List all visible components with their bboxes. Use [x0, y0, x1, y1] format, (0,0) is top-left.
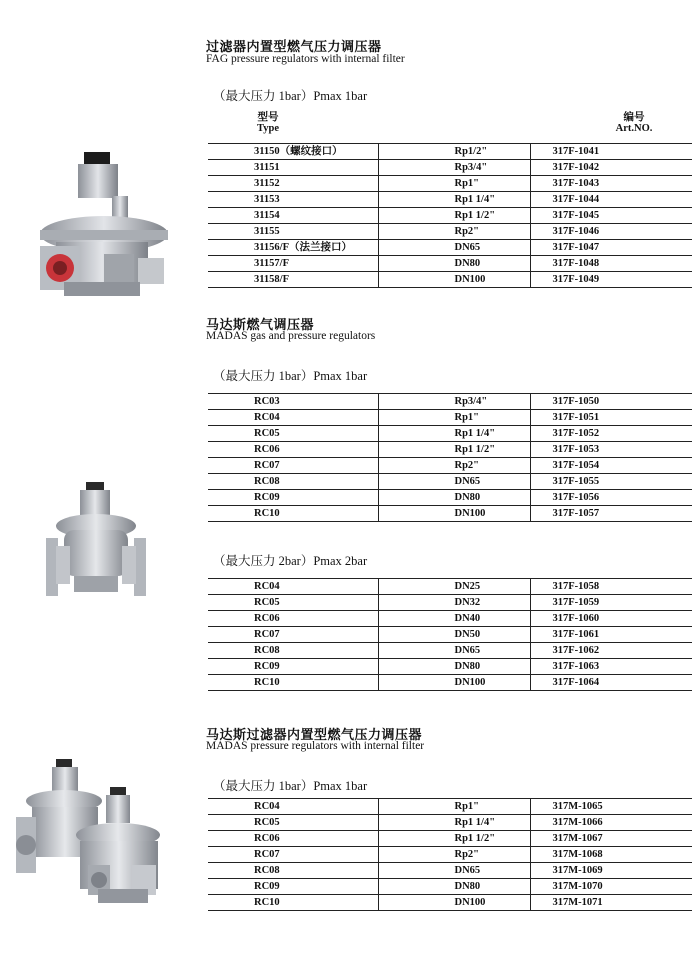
- table-row: [208, 506, 692, 522]
- header-art-no: [606, 112, 662, 134]
- madas-rc-regulator-photo: [44, 480, 148, 602]
- cell-type: RC06: [208, 831, 378, 847]
- cell-size: DN100: [378, 272, 530, 288]
- cell-size: DN65: [378, 240, 530, 256]
- cell-type: 31158/F: [208, 272, 378, 288]
- cell-art-no: 317F-1063: [530, 659, 692, 675]
- cell-type: 31152: [208, 176, 378, 192]
- cell-size: DN25: [378, 579, 530, 595]
- cell-type: 31154: [208, 208, 378, 224]
- cell-size: Rp1/2": [378, 144, 530, 160]
- cell-art-no: 317F-1059: [530, 595, 692, 611]
- cell-art-no: 317F-1046: [530, 224, 692, 240]
- table-row: [208, 458, 692, 474]
- cell-size: DN32: [378, 595, 530, 611]
- cell-type: RC03: [208, 394, 378, 410]
- cell-type: RC06: [208, 611, 378, 627]
- cell-type: 31151: [208, 160, 378, 176]
- table-row: [208, 831, 692, 847]
- cell-type: RC06: [208, 442, 378, 458]
- table-row: [208, 895, 692, 911]
- section-title-cn: 过滤器内置型燃气压力调压器: [206, 39, 382, 54]
- cell-size: DN80: [378, 490, 530, 506]
- cell-art-no: 317M-1071: [530, 895, 692, 911]
- cell-size: Rp1 1/4": [378, 426, 530, 442]
- madas-filter-regulator-pair-photo: [14, 755, 164, 910]
- table-row: [208, 863, 692, 879]
- fag-regulator-photo: [34, 150, 174, 305]
- table-row: [208, 659, 692, 675]
- cell-size: Rp1": [378, 799, 530, 815]
- header-type: [252, 112, 284, 134]
- table-row: [208, 611, 692, 627]
- cell-art-no: 317F-1054: [530, 458, 692, 474]
- cell-size: DN100: [378, 895, 530, 911]
- cell-type: RC10: [208, 506, 378, 522]
- table-row: [208, 595, 692, 611]
- cell-art-no: 317M-1066: [530, 815, 692, 831]
- cell-art-no: 317F-1048: [530, 256, 692, 272]
- cell-size: DN80: [378, 879, 530, 895]
- table-row: [208, 426, 692, 442]
- cell-type: RC07: [208, 847, 378, 863]
- cell-art-no: 317F-1041: [530, 144, 692, 160]
- cell-size: DN40: [378, 611, 530, 627]
- cell-type: RC05: [208, 595, 378, 611]
- cell-art-no: 317M-1067: [530, 831, 692, 847]
- cell-size: DN100: [378, 675, 530, 691]
- spec-table: [208, 393, 692, 522]
- table-row: [208, 208, 692, 224]
- pmax-label: （最大压力 2bar）Pmax 2bar: [213, 554, 368, 568]
- table-row: [208, 160, 692, 176]
- cell-type: RC09: [208, 879, 378, 895]
- cell-size: Rp1 1/4": [378, 815, 530, 831]
- cell-size: Rp3/4": [378, 160, 530, 176]
- spec-table: [208, 798, 692, 911]
- cell-art-no: 317F-1055: [530, 474, 692, 490]
- section-title-cn: 马达斯燃气调压器: [206, 317, 315, 332]
- cell-art-no: 317F-1053: [530, 442, 692, 458]
- cell-art-no: 317F-1060: [530, 611, 692, 627]
- table-row: [208, 272, 692, 288]
- cell-type: RC05: [208, 815, 378, 831]
- cell-size: DN65: [378, 474, 530, 490]
- pmax-label: （最大压力 1bar）Pmax 1bar: [213, 779, 368, 793]
- cell-size: Rp2": [378, 458, 530, 474]
- cell-size: Rp1 1/2": [378, 831, 530, 847]
- cell-art-no: 317F-1047: [530, 240, 692, 256]
- cell-art-no: 317M-1070: [530, 879, 692, 895]
- cell-size: DN80: [378, 256, 530, 272]
- cell-art-no: 317F-1050: [530, 394, 692, 410]
- cell-type: RC08: [208, 474, 378, 490]
- cell-size: DN100: [378, 506, 530, 522]
- cell-art-no: 317F-1057: [530, 506, 692, 522]
- pmax-label: （最大压力 1bar）Pmax 1bar: [213, 89, 368, 103]
- table-row: [208, 675, 692, 691]
- table-row: [208, 442, 692, 458]
- cell-size: DN65: [378, 863, 530, 879]
- table-row: [208, 224, 692, 240]
- cell-art-no: 317F-1051: [530, 410, 692, 426]
- cell-type: RC05: [208, 426, 378, 442]
- table-row: [208, 410, 692, 426]
- cell-size: Rp3/4": [378, 394, 530, 410]
- cell-type: 31155: [208, 224, 378, 240]
- cell-art-no: 317F-1043: [530, 176, 692, 192]
- cell-art-no: 317F-1052: [530, 426, 692, 442]
- spec-table: [208, 143, 692, 288]
- cell-type: 31156/F（法兰接口）: [208, 240, 378, 256]
- cell-type: RC10: [208, 895, 378, 911]
- cell-size: DN50: [378, 627, 530, 643]
- cell-art-no: 317F-1045: [530, 208, 692, 224]
- table-row: [208, 144, 692, 160]
- section-title-en: MADAS pressure regulators with internal filter: [206, 740, 425, 752]
- header-art-cn: 编号: [623, 112, 645, 123]
- cell-size: DN80: [378, 659, 530, 675]
- table-row: [208, 579, 692, 595]
- spec-table: [208, 578, 692, 691]
- table-row: [208, 643, 692, 659]
- table-row: [208, 847, 692, 863]
- cell-art-no: 317F-1044: [530, 192, 692, 208]
- cell-art-no: 317F-1056: [530, 490, 692, 506]
- cell-art-no: 317F-1061: [530, 627, 692, 643]
- cell-art-no: 317F-1049: [530, 272, 692, 288]
- table-row: [208, 490, 692, 506]
- cell-art-no: 317F-1062: [530, 643, 692, 659]
- section-title-cn: 马达斯过滤器内置型燃气压力调压器: [206, 727, 423, 742]
- section-title-en: FAG pressure regulators with internal filter: [206, 53, 405, 65]
- cell-type: RC08: [208, 643, 378, 659]
- cell-size: Rp2": [378, 847, 530, 863]
- table-row: [208, 627, 692, 643]
- table-row: [208, 799, 692, 815]
- header-type-cn: 型号: [257, 112, 279, 123]
- cell-type: RC09: [208, 490, 378, 506]
- cell-art-no: 317F-1042: [530, 160, 692, 176]
- pmax-label: （最大压力 1bar）Pmax 1bar: [213, 369, 368, 383]
- cell-art-no: 317F-1058: [530, 579, 692, 595]
- cell-art-no: 317M-1068: [530, 847, 692, 863]
- cell-type: RC07: [208, 458, 378, 474]
- cell-type: RC04: [208, 579, 378, 595]
- table-row: [208, 240, 692, 256]
- cell-type: RC04: [208, 799, 378, 815]
- cell-art-no: 317M-1069: [530, 863, 692, 879]
- cell-type: RC04: [208, 410, 378, 426]
- section-title-en: MADAS gas and pressure regulators: [206, 330, 376, 342]
- cell-type: 31157/F: [208, 256, 378, 272]
- cell-size: Rp2": [378, 224, 530, 240]
- cell-size: Rp1 1/4": [378, 192, 530, 208]
- table-row: [208, 192, 692, 208]
- header-art-en: Art.NO.: [615, 123, 653, 134]
- table-row: [208, 176, 692, 192]
- cell-type: RC09: [208, 659, 378, 675]
- cell-size: Rp1": [378, 410, 530, 426]
- table-row: [208, 474, 692, 490]
- cell-size: DN65: [378, 643, 530, 659]
- table-row: [208, 879, 692, 895]
- cell-type: RC10: [208, 675, 378, 691]
- cell-type: RC07: [208, 627, 378, 643]
- table-row: [208, 394, 692, 410]
- header-type-en: Type: [257, 123, 279, 134]
- cell-size: Rp1": [378, 176, 530, 192]
- table-row: [208, 256, 692, 272]
- cell-type: RC08: [208, 863, 378, 879]
- table-row: [208, 815, 692, 831]
- cell-type: 31150（螺纹接口）: [208, 144, 378, 160]
- cell-art-no: 317F-1064: [530, 675, 692, 691]
- cell-art-no: 317M-1065: [530, 799, 692, 815]
- cell-size: Rp1 1/2": [378, 442, 530, 458]
- cell-type: 31153: [208, 192, 378, 208]
- cell-size: Rp1 1/2": [378, 208, 530, 224]
